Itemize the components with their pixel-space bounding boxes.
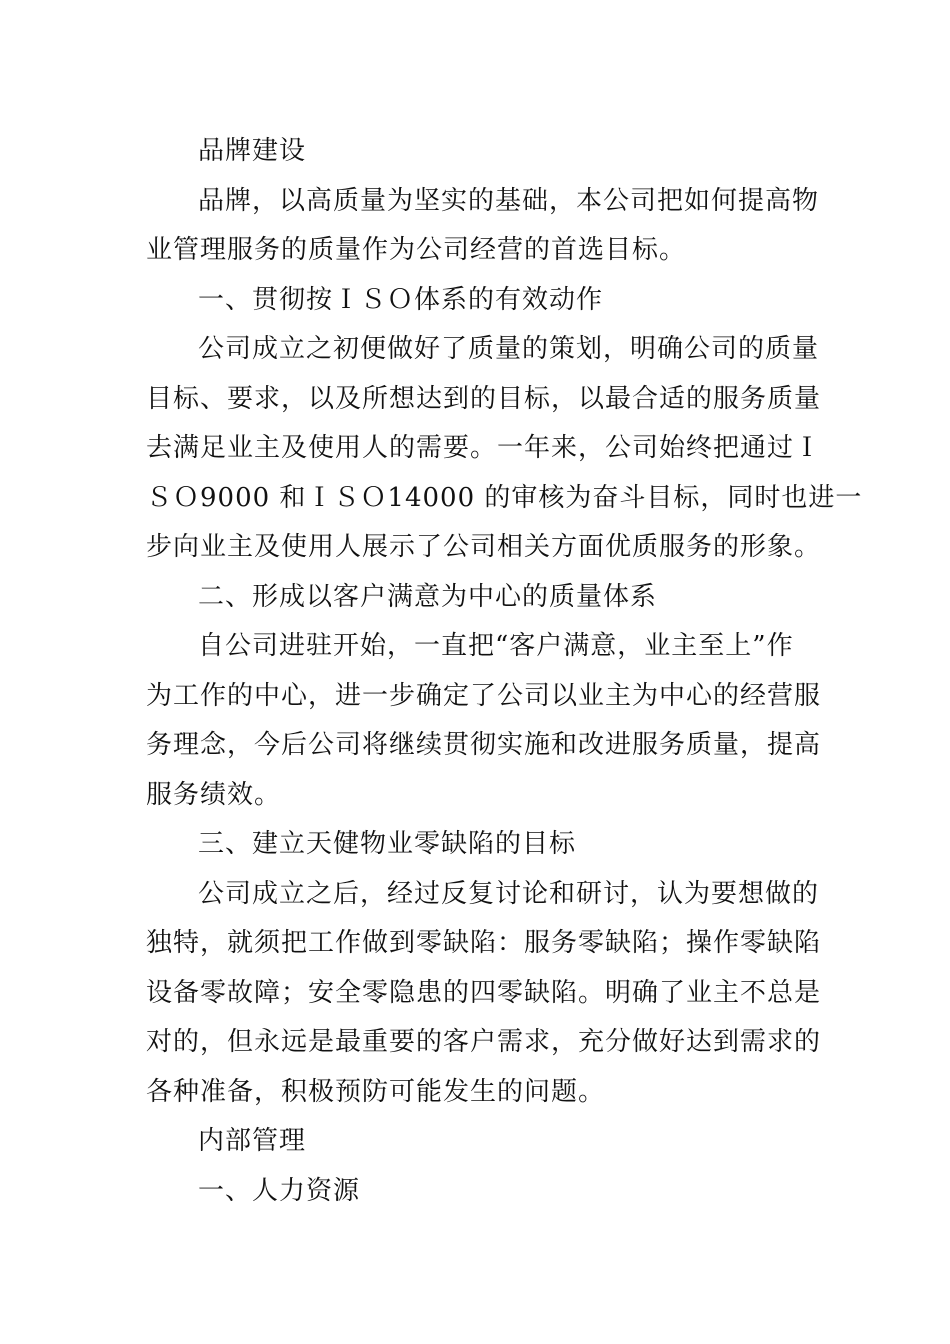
paragraph-line: 去满足业主及使用人的需要。一年来，公司始终把通过Ｉ <box>146 433 822 463</box>
document-page <box>146 127 863 1216</box>
paragraph-line: 为工作的中心，进一步确定了公司以业主为中心的经营服 <box>146 680 822 711</box>
section-heading-2: 二、形成以客户满意为中心的质量体系 <box>198 581 658 612</box>
heading-brand-building: 品牌建设 <box>198 136 307 166</box>
paragraph-line: 自公司进驻开始，一直把“客户满意，业主至上”作 <box>198 631 794 661</box>
heading-internal-management: 内部管理 <box>198 1126 307 1156</box>
paragraph-line: 对的，但永远是最重要的客户需求，充分做好达到需求的 <box>146 1027 822 1057</box>
paragraph-line: 务理念，今后公司将继续贯彻实施和改进服务质量，提高 <box>146 730 822 760</box>
paragraph-line: 品牌，以高质量为坚实的基础，本公司把如何提高物 <box>198 185 820 216</box>
paragraph-line: 服务绩效。 <box>146 779 282 810</box>
paragraph-line: 公司成立之后，经过反复讨论和研讨，认为要想做的 <box>198 878 820 909</box>
section-heading-human-resources: 一、人力资源 <box>198 1175 361 1206</box>
section-heading-3: 三、建立天健物业零缺陷的目标 <box>198 829 577 859</box>
paragraph-line: 目标、要求，以及所想达到的目标，以最合适的服务质量 <box>146 383 822 414</box>
paragraph-line: 业管理服务的质量作为公司经营的首选目标。 <box>146 235 687 265</box>
paragraph-line: 独特，就须把工作做到零缺陷：服务零缺陷；操作零缺陷 <box>146 928 822 958</box>
paragraph-line: ＳＯ9000 和ＩＳＯ14000 的审核为奋斗目标，同时也进一 <box>146 482 863 513</box>
paragraph-line: 设备零故障；安全零隐患的四零缺陷。明确了业主不总是 <box>146 977 822 1008</box>
paragraph-line: 步向业主及使用人展示了公司相关方面优质服务的形象。 <box>146 532 822 562</box>
paragraph-line: 各种准备，积极预防可能发生的问题。 <box>146 1076 606 1107</box>
section-heading-1: 一、贯彻按ＩＳＯ体系的有效动作 <box>198 284 604 315</box>
paragraph-line: 公司成立之初便做好了质量的策划，明确公司的质量 <box>198 334 820 364</box>
